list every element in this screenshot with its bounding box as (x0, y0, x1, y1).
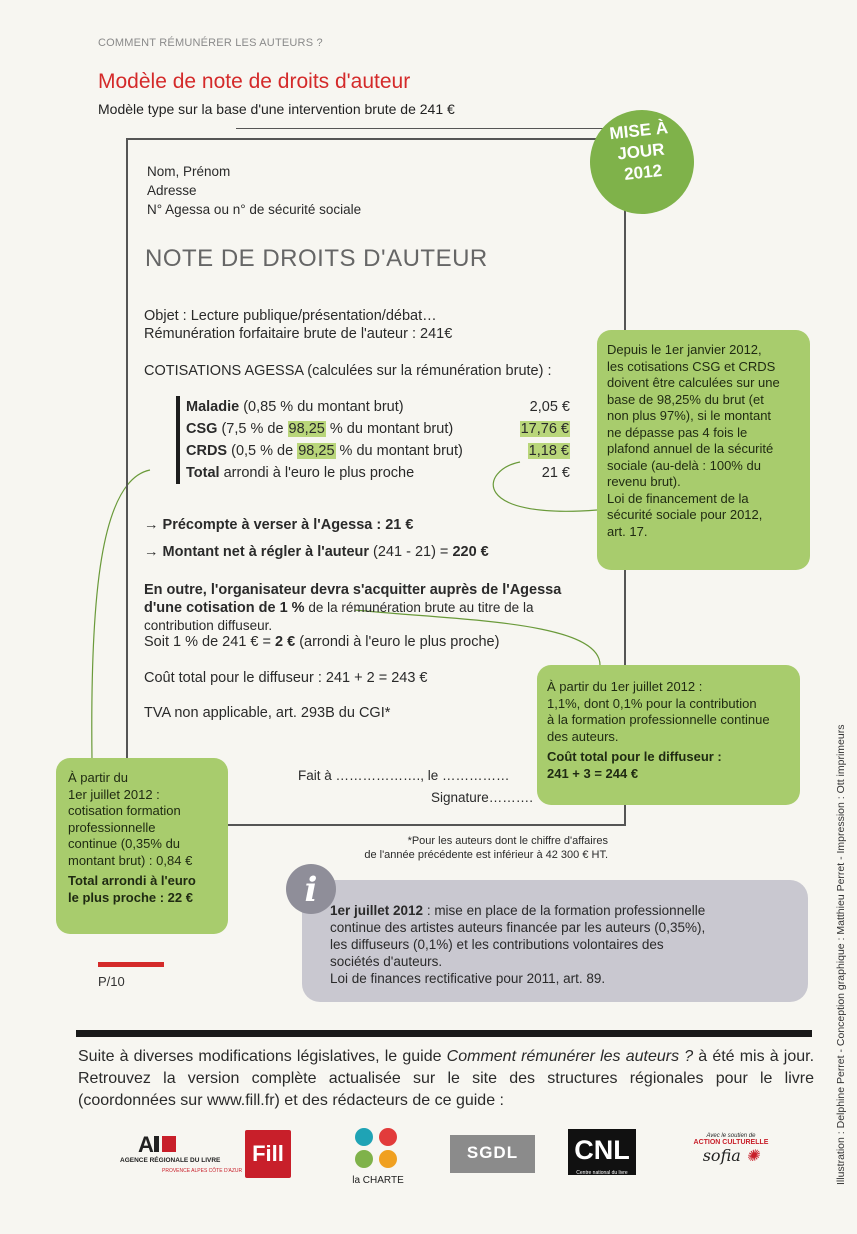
info-line: Loi de finances rectificative pour 2011, art. 89. (330, 971, 606, 986)
note-line: cotisation formation (68, 803, 181, 818)
info-icon: i (286, 864, 336, 914)
note-objet (144, 307, 452, 343)
montant-line (144, 544, 489, 560)
row-name: Maladie (186, 399, 240, 415)
note-line: art. 17. (607, 523, 648, 539)
signature-line: Signature………. (431, 790, 534, 805)
note-address (147, 162, 607, 219)
cotisation-row-total (186, 462, 570, 484)
arl-name: AGENCE RÉGIONALE DU LIVRE (120, 1157, 221, 1164)
address-line: N° Agessa ou n° de sécurité sociale (147, 202, 362, 217)
row-value: 2,05 € (529, 399, 570, 415)
cotisations-title: COTISATIONS AGESSA (calculées sur la rémunération brute) : (144, 363, 552, 379)
fait-line: Fait à ………………., le …………… (298, 768, 510, 783)
guide-title: Comment rémunérer les auteurs ? (446, 1048, 694, 1065)
page-number-bar (98, 962, 164, 967)
page-number: P/10 (98, 974, 125, 989)
row-highlight: 98,25 (288, 421, 325, 437)
note-bold: 241 + 3 = 244 € (547, 765, 639, 781)
remuneration-line: Rémunération forfaitaire brute de l'auteur : 241€ (144, 326, 453, 342)
note-line: revenu brut). (607, 474, 681, 489)
cout-total-line: Coût total pour le diffuseur : 241 + 2 = 243 € (144, 670, 428, 686)
page-subtitle: Modèle type sur la base d'une intervention brute de 241 € (98, 101, 455, 117)
note-line: base de 98,25% du brut (et (607, 391, 764, 407)
row-name: CRDS (186, 443, 228, 459)
fill-logo: Fill (245, 1130, 291, 1178)
row-name: Total (186, 465, 220, 481)
note-line: Loi de financement de la (607, 490, 749, 506)
soit-prefix: Soit 1 % de 241 € = (144, 634, 275, 650)
info-text: : mise en place de la formation professionnelle (423, 903, 706, 918)
sgdl-logo: SGDL (450, 1135, 535, 1173)
arl-region: PROVENCE ALPES CÔTE D'AZUR (162, 1168, 243, 1174)
note-line: sécurité sociale pour 2012, (607, 507, 763, 522)
note-line: ne dépasse pas 4 fois le (607, 424, 748, 440)
badge-line: 2012 (623, 161, 663, 184)
note-line: plafond annuel de la sécurité (607, 441, 774, 456)
update-text: Suite à diverses modifications législatives, le guide (78, 1048, 447, 1065)
note-bold: Total arrondi à l'euro (68, 873, 196, 888)
row-value: 1,18 € (528, 443, 569, 459)
update-text: à été mis à jour. Retrouvez la version complète actualisée sur le site des structures régionales pour le livre (coordonnées sur www.fill.fr) et des rédacteurs de ce guide : (78, 1048, 815, 1109)
note-line: continue (0,35% du (68, 836, 181, 851)
cotisation-row-maladie (186, 396, 570, 418)
info-line: continue des artistes auteurs financée par les auteurs (0,35%), (330, 920, 706, 935)
precompte-line: → Précompte à verser à l'Agessa : 21 € (144, 517, 414, 533)
note-bold: Coût total pour le diffuseur : (547, 749, 722, 764)
address-line: Nom, Prénom (147, 164, 231, 179)
info-line: sociétés d'auteurs. (330, 954, 443, 969)
green-note-formation (56, 758, 228, 934)
note-line: montant brut) : 0,84 € (68, 852, 193, 868)
outre-bold-1: En outre, l'organisateur devra s'acquitter auprès de l'Agessa (144, 582, 562, 598)
address-line: Adresse (147, 183, 197, 198)
sofia-logo (676, 1133, 786, 1179)
row-value: 17,76 € (520, 421, 569, 437)
row-value: 21 € (541, 465, 570, 481)
note-line: sociale (au-delà : 100% du (607, 457, 761, 473)
green-note-csg-crds (597, 330, 810, 570)
partner-logos (110, 1125, 800, 1185)
header-label: COMMENT RÉMUNÉRER LES AUTEURS ? (98, 37, 323, 49)
note-heading: NOTE DE DROITS D'AUTEUR (145, 245, 488, 272)
note-line: À partir du (68, 770, 128, 785)
cotisation-row-csg (186, 418, 570, 440)
charte-logo (348, 1125, 408, 1187)
note-line: 1,1%, dont 0,1% pour la contribution (547, 695, 757, 711)
soit-suffix: (arrondi à l'euro le plus proche) (295, 634, 500, 650)
update-paragraph (78, 1046, 814, 1112)
page-title: Modèle de note de droits d'auteur (98, 70, 411, 93)
outre-paragraph (144, 582, 614, 651)
note-line: À partir du 1er juillet 2012 : (547, 679, 703, 694)
cotisation-row-crds (186, 440, 570, 462)
cnl-subtitle: Centre national du livre (576, 1170, 628, 1176)
row-desc: (0,5 % de (227, 443, 298, 459)
note-line: des auteurs. (547, 728, 619, 744)
note-line: à la formation professionnelle continue (547, 712, 770, 727)
sofia-support: Avec le soutien de (706, 1133, 756, 1139)
info-box (302, 880, 808, 1002)
note-line: non plus 97%), si le montant (607, 408, 772, 423)
side-credit: Illustration : Delphine Perret - Conception graphique : Matthieu Perret - Impression : Ott imprimeurs (835, 724, 847, 1185)
row-highlight: 98,25 (298, 443, 335, 459)
note-bold: le plus proche : 22 € (68, 889, 193, 905)
note-line: professionnelle (68, 819, 156, 835)
svg-text:A: A (138, 1132, 154, 1157)
badge-line: JOUR (616, 139, 666, 164)
objet-line: Objet : Lecture publique/présentation/débat… (144, 308, 437, 324)
note-line: 1er juillet 2012 : (68, 786, 160, 802)
row-desc: arrondi à l'euro le plus proche (219, 465, 415, 481)
montant-calc: (241 - 21) = (369, 544, 453, 560)
green-note-diffuseur (537, 665, 800, 805)
info-bold: 1er juillet 2012 (330, 903, 424, 918)
note-line: les cotisations CSG et CRDS (607, 358, 776, 374)
sofia-action: ACTION CULTURELLE (693, 1139, 769, 1146)
sofia-label: sofia (702, 1146, 741, 1165)
section-divider (76, 1030, 812, 1037)
note-line: Depuis le 1er janvier 2012, (607, 342, 762, 357)
outre-bold-2: d'une cotisation de 1 % (144, 600, 305, 616)
row-desc-end: % du montant brut) (335, 443, 463, 459)
outre-rest: de la rémunération brute au titre de la (304, 600, 534, 615)
montant-prefix: → Montant net à régler à l'auteur (144, 544, 370, 560)
info-line: les diffuseurs (0,1%) et les contributions volontaires des (330, 937, 664, 952)
row-desc: (0,85 % du montant brut) (239, 399, 404, 415)
soit-value: 2 € (275, 634, 296, 650)
cnl-label: CNL (574, 1135, 630, 1165)
row-name: CSG (186, 421, 218, 437)
charte-label: la CHARTE (352, 1175, 404, 1186)
cotisations-table (176, 396, 570, 484)
arl-logo (118, 1130, 243, 1178)
montant-value: 220 € (452, 544, 489, 560)
footnote (350, 834, 608, 862)
tva-line: TVA non applicable, art. 293B du CGI* (144, 705, 391, 721)
badge-line: MISE À (608, 118, 669, 144)
row-desc-end: % du montant brut) (325, 421, 454, 437)
footnote-line: de l'année précédente est inférieur à 42 300 € HT. (364, 849, 608, 861)
footnote-line: *Pour les auteurs dont le chiffre d'affaires (407, 835, 608, 847)
cnl-logo (568, 1129, 636, 1175)
outre-rest-2: contribution diffuseur. (144, 618, 273, 633)
sofia-swirl-icon: ✺ (745, 1146, 760, 1165)
note-line: doivent être calculées sur une (607, 375, 780, 390)
row-desc: (7,5 % de (217, 421, 288, 437)
